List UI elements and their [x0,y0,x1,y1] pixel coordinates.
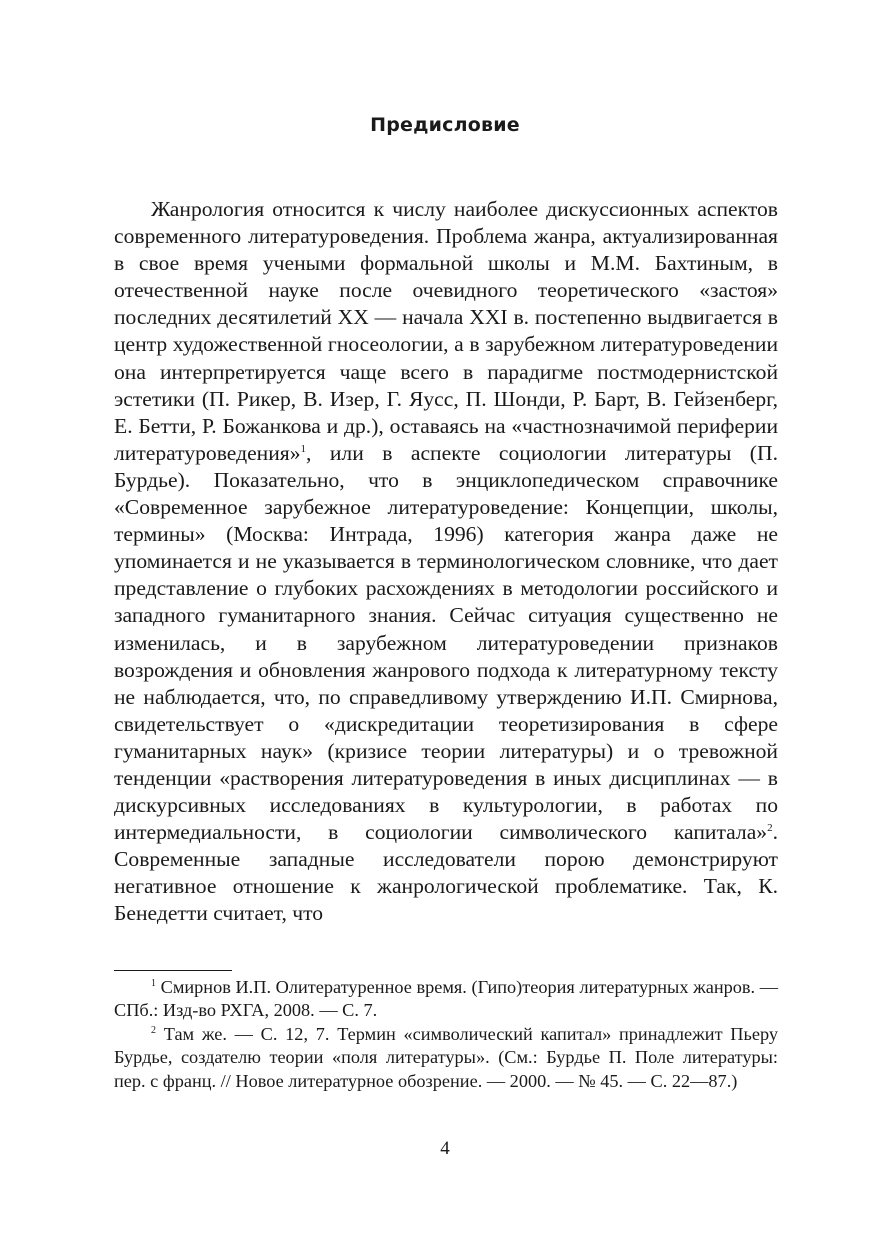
main-text [114,196,778,928]
text-segment: . Современные западные исследователи порою демонстрируют негативное отношение к жанрологической проблематике. Так, К. Бенедетти считает, что [114,820,778,926]
paragraph [114,196,778,928]
footnote-number: 2 [151,1024,156,1036]
footnote-text: Смирнов И.П. Олитературенное время. (Гипо)теория литературных жанров. — СПб.: Изд-во РХГА, 2008. — С. 7. [114,977,778,1021]
footnote-text: Там же. — С. 12, 7. Термин «символический капитал» принадлежит Пьеру Бурдье, создателю теории «поля литературы». (См.: Бурдье П. Поле литературы: пер. с франц. // Новое литературное обозрение. — 2000. — № 45. — С. 22—87.) [114,1023,778,1091]
footnote-ref[interactable]: 2 [767,822,773,835]
text-segment: Жанрология относится к числу наиболее дискуссионных аспектов современного литературоведения. Проблема жанра, актуализированная в свое время учеными формальной школы и М.М. Бахтиным, в отечественной науке после очевидного теоретического «застоя» последних десятилетий XX — начала XXI в. постепенно выдвигается в центр художественной гносеологии, а в зарубежном литературоведении она интерпретируется чаще всего в парадигме постмодернистской эстетики (П. Рикер, В. Изер, Г. Яусс, П. Шонди, Р. Барт, В. Гейзенберг, Е. Бетти, Р. Божанкова и др.), оставаясь на «частнозначимой периферии литературоведения» [114,197,778,465]
footnote-divider [114,970,232,971]
footnotes [114,976,778,1093]
text-segment: , или в аспекте социологии литературы (П. Бурдье). Показательно, что в энциклопедическом справочнике «Современное зарубежное литературоведение: Концепции, школы, термины» (Москва: Интрада, 1996) категория жанра даже не упоминается и не указывается в терминологическом словнике, что дает представление о глубоких расхождениях в методологии российского и западного гуманитарного знания. Сейчас ситуация существенно не изменилась, и в зарубежном литературоведении признаков возрождения и обновления жанрового подхода к литературному тексту не наблюдается, что, по справедливому утверждению И.П. Смирнова, свидетельствует о «дискредитации теоретизирования в сфере гуманитарных наук» (кризисе теории литературы) и о тревожной тенденции «растворения литературоведения в иных дисциплинах — в дискурсивных исследованиях в культурологии, в работах по интермедиальности, в социологии символического капитала» [114,440,778,845]
footnote [114,1023,778,1093]
footnote-number: 1 [151,978,156,989]
page-title: Предисловие [370,114,520,136]
page-number: 4 [440,1138,450,1159]
footnote [114,976,778,1023]
footnote-ref[interactable]: 1 [300,442,306,455]
